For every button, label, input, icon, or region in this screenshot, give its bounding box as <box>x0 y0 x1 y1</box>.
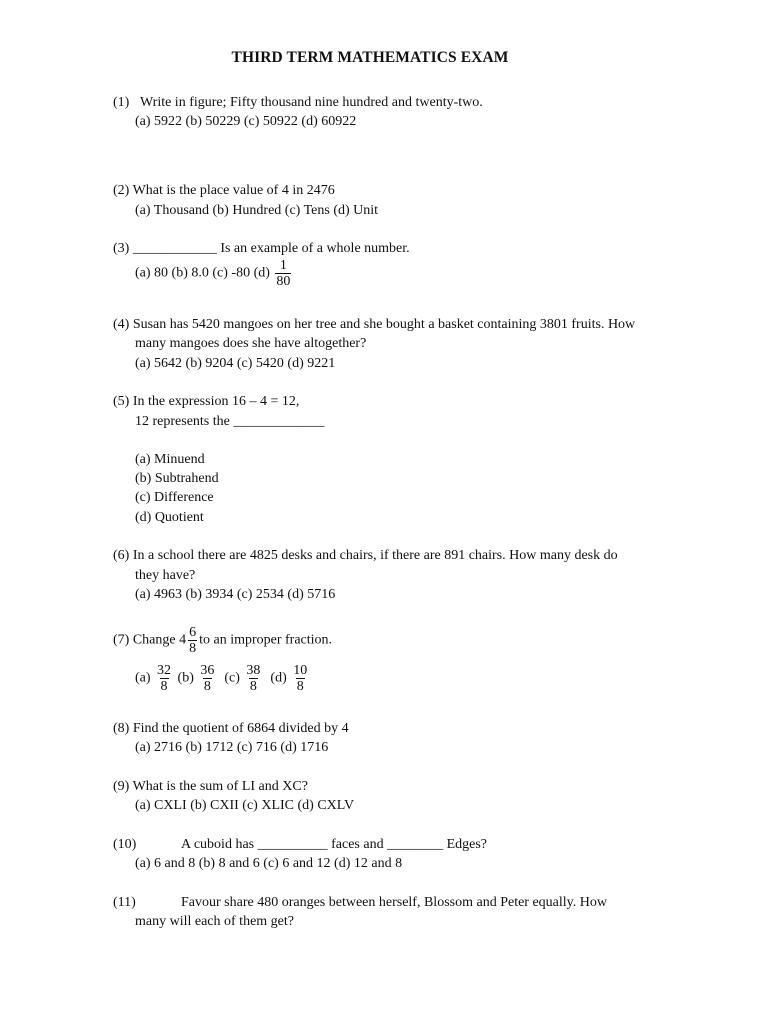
question-4-options: (a) 5642 (b) 9204 (c) 5420 (d) 9221 <box>135 356 336 371</box>
question-5-option-b: (b) Subtrahend <box>135 471 219 486</box>
question-1-text: Write in figure; Fifty thousand nine hundred and twenty-two. <box>140 95 483 110</box>
fraction-denominator: 80 <box>276 274 291 289</box>
question-7-mixed-fraction <box>188 625 197 656</box>
question-11-text-cont: many will each of them get? <box>135 914 294 929</box>
fraction-numerator: 36 <box>200 663 215 678</box>
question-2-text: (2) What is the place value of 4 in 2476 <box>113 183 335 198</box>
question-10-number: (10) <box>113 837 137 852</box>
question-5-option-c: (c) Difference <box>135 490 214 505</box>
question-11 <box>113 893 607 913</box>
question-9-text: (9) What is the sum of LI and XC? <box>113 779 308 794</box>
question-5-option-d: (d) Quotient <box>135 510 204 525</box>
question-7-option-c-label: (c) <box>224 670 240 686</box>
exam-title: THIRD TERM MATHEMATICS EXAM <box>231 49 509 66</box>
question-5-option-a: (a) Minuend <box>135 452 205 467</box>
question-6-text: (6) In a school there are 4825 desks and chairs, if there are 891 chairs. How many desk do <box>113 548 618 563</box>
question-10-text: A cuboid has __________ faces and ________ Edges? <box>181 837 487 852</box>
fraction-denominator: 8 <box>160 679 168 694</box>
fraction-numerator: 38 <box>246 663 261 678</box>
question-4-text-cont: many mangoes does she have altogether? <box>135 336 367 351</box>
fraction-denominator: 8 <box>296 679 304 694</box>
question-3-option-d-fraction <box>275 258 291 289</box>
question-3-options-text: (a) 80 (b) 8.0 (c) -80 (d) <box>135 265 270 281</box>
question-7-option-d-label: (d) <box>270 670 287 686</box>
question-10-options: (a) 6 and 8 (b) 8 and 6 (c) 6 and 12 (d) 12 and 8 <box>135 856 403 871</box>
fraction-numerator: 1 <box>279 258 287 273</box>
question-3-options <box>135 258 293 289</box>
question-11-number: (11) <box>113 895 136 910</box>
question-8-options: (a) 2716 (b) 1712 (c) 716 (d) 1716 <box>135 740 329 755</box>
question-9-options: (a) CXLI (b) CXII (c) XLIC (d) CXLV <box>135 798 355 813</box>
question-7-suffix: to an improper fraction. <box>199 632 333 648</box>
question-5-text: (5) In the expression 16 – 4 = 12, <box>113 394 300 409</box>
question-4-text: (4) Susan has 5420 mangoes on her tree and she bought a basket containing 3801 fruits. How <box>113 317 636 332</box>
fraction-numerator: 10 <box>293 663 308 678</box>
question-1-options: (a) 5922 (b) 50229 (c) 50922 (d) 60922 <box>135 114 357 129</box>
fraction-denominator: 8 <box>249 679 257 694</box>
question-11-text: Favour share 480 oranges between herself, Blossom and Peter equally. How <box>181 895 607 910</box>
fraction-numerator: 6 <box>189 625 197 640</box>
question-7-prefix: (7) Change 4 <box>113 632 187 648</box>
fraction-numerator: 32 <box>157 663 172 678</box>
question-3-text: (3) ____________ Is an example of a whole number. <box>113 241 410 256</box>
question-7-text <box>113 625 332 656</box>
question-6-text-cont: they have? <box>135 568 196 583</box>
question-1 <box>113 93 483 113</box>
question-7-options <box>135 663 310 694</box>
question-8-text: (8) Find the quotient of 6864 divided by 4 <box>113 721 349 736</box>
question-1-number: (1) <box>113 95 130 110</box>
question-7-option-c-fraction <box>245 663 261 694</box>
question-5-text-cont: 12 represents the _____________ <box>135 414 325 429</box>
question-7-option-b-label: (b) <box>177 670 194 686</box>
question-7-option-b-fraction <box>199 663 215 694</box>
question-2-options: (a) Thousand (b) Hundred (c) Tens (d) Unit <box>135 203 379 218</box>
fraction-denominator: 8 <box>189 641 197 656</box>
question-10 <box>113 835 487 855</box>
question-7-option-a-label: (a) <box>135 670 151 686</box>
question-6-options: (a) 4963 (b) 3934 (c) 2534 (d) 5716 <box>135 587 336 602</box>
question-7-option-a-fraction <box>156 663 172 694</box>
fraction-denominator: 8 <box>203 679 211 694</box>
question-7-option-d-fraction <box>292 663 308 694</box>
